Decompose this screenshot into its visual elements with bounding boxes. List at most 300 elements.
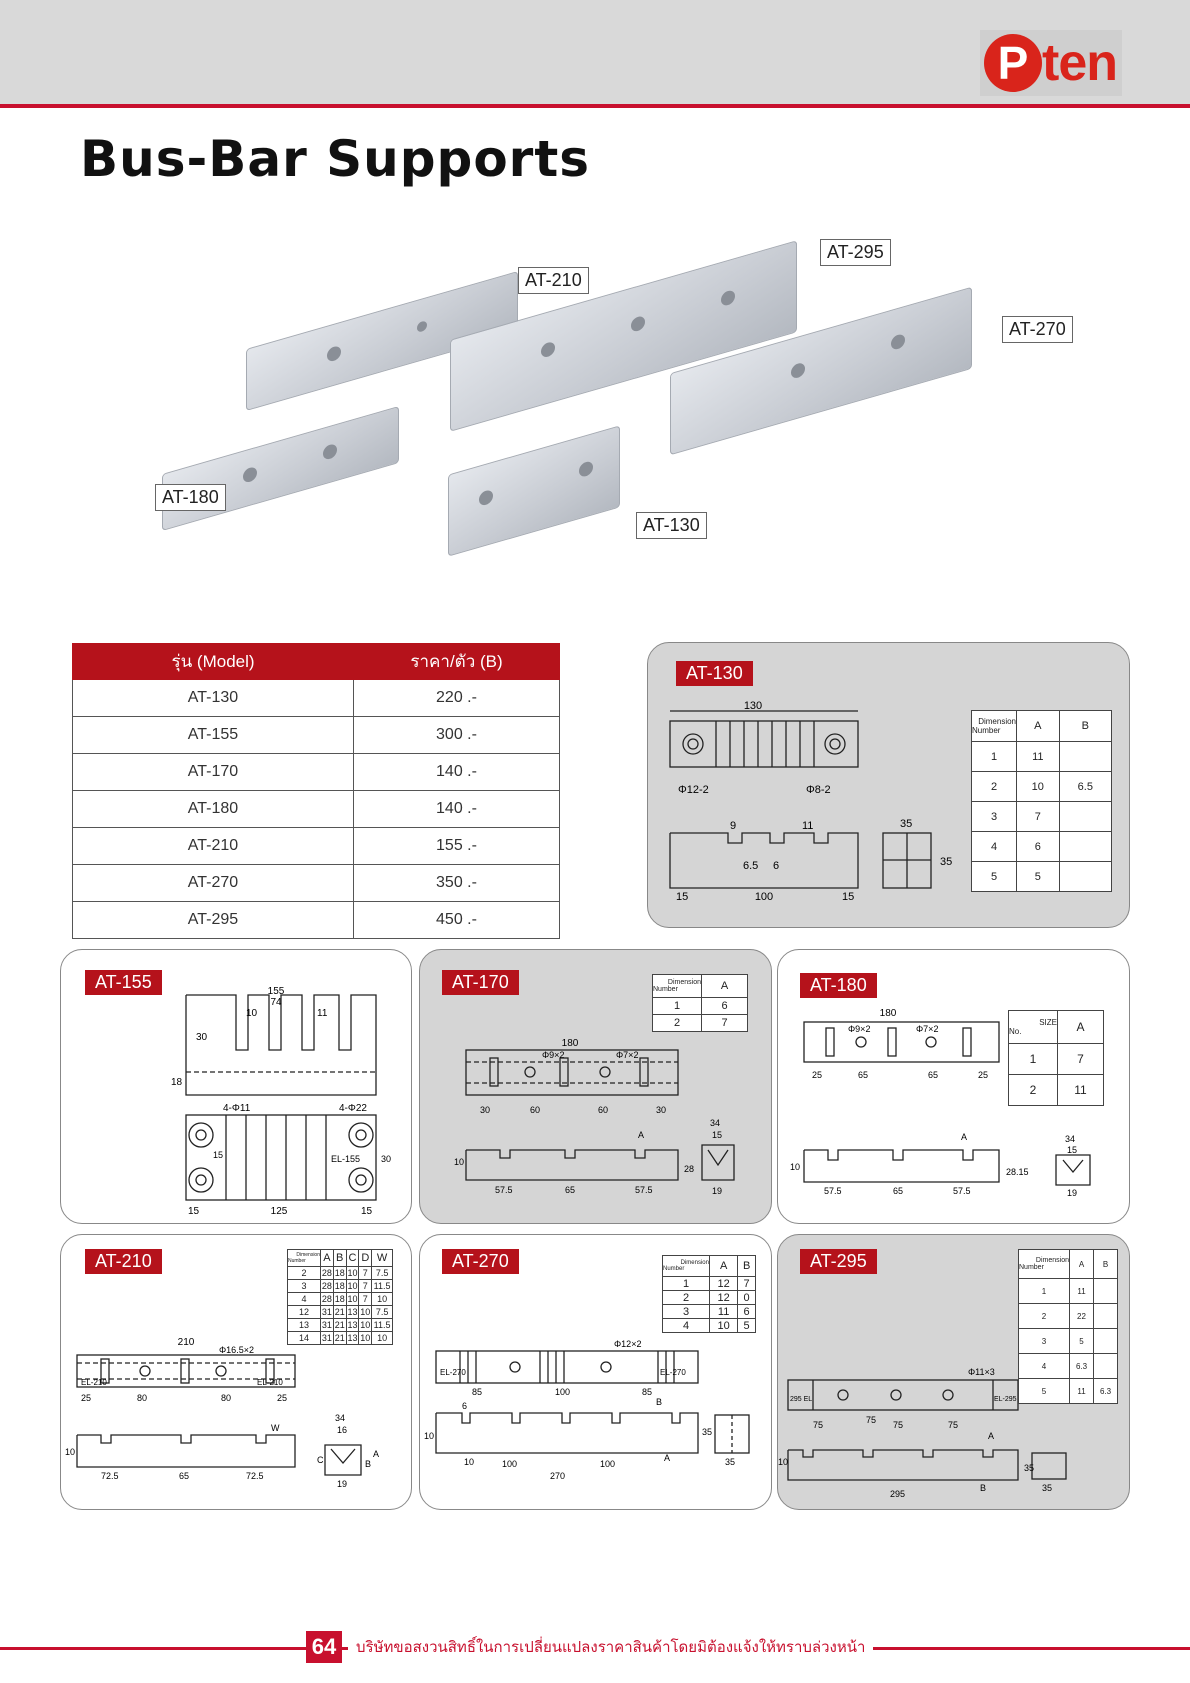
tag-at130: AT-130 (636, 512, 707, 539)
dim-end-l: 15 (676, 891, 689, 903)
dim-cell: 4 (972, 832, 1017, 862)
dim-table-head (653, 975, 748, 998)
panel-at130 (647, 642, 1130, 928)
price-cell: 140 .- (354, 791, 560, 828)
block-at180 (162, 406, 399, 531)
table-row (663, 1277, 756, 1291)
table-row (73, 865, 560, 902)
dim-base: 100 (754, 891, 774, 903)
dim-hole: Φ12×2 (614, 1339, 642, 1349)
part-mark-right: EL-295 (994, 1396, 1017, 1403)
dim-s4: 30 (656, 1105, 667, 1115)
dim-cell: 7 (702, 1015, 748, 1032)
table-row (972, 832, 1112, 862)
panel-at180 (777, 949, 1130, 1224)
table-row (1019, 1379, 1118, 1404)
dim-head-number: Number (653, 986, 678, 993)
dim-w1: 34 (710, 1118, 721, 1128)
part-mark: EL-155 (331, 1154, 361, 1164)
dim-h: 35 (702, 1427, 713, 1437)
dim-slot-b: 11 (802, 820, 814, 832)
dim-head-size: SIZE (1039, 1018, 1057, 1027)
dim-cell: 21 (334, 1333, 345, 1343)
dim-cell: 11 (1070, 1379, 1094, 1404)
dim-cell: 31 (321, 1333, 332, 1343)
table-row (288, 1267, 393, 1280)
dim-b: B (656, 1397, 663, 1407)
dim-cell: 14 (288, 1332, 321, 1345)
dim-b: B (980, 1483, 987, 1493)
dim-cell: 2 (1009, 1075, 1058, 1106)
dim-e2: 10 (424, 1431, 435, 1441)
dim-b1: 57.5 (824, 1186, 842, 1196)
dim-side-l: 15 (213, 1150, 224, 1160)
dim-head-d: D (359, 1250, 372, 1267)
dim-s3: 80 (221, 1393, 232, 1403)
dim-s3: 65 (928, 1070, 939, 1080)
header-rule (0, 104, 1190, 108)
dim-table-head (1009, 1011, 1104, 1044)
dim-cell: 3 (1019, 1329, 1070, 1354)
dim-cell: 2 (653, 1015, 702, 1032)
dim-cell: 1 (1009, 1044, 1058, 1075)
logo-mark: P (984, 34, 1042, 92)
table-row (972, 862, 1112, 892)
dim-length: 130 (743, 700, 763, 712)
dim-cell: 13 (347, 1307, 358, 1317)
table-row (972, 802, 1112, 832)
dim-h: 28.15 (1006, 1167, 1029, 1177)
product-photo (150, 230, 1080, 610)
dim-s4: 25 (277, 1393, 288, 1403)
dim-hole-a: Φ9×2 (542, 1050, 565, 1060)
dim-cell: 5 (972, 862, 1017, 892)
dim-cell (1094, 1354, 1118, 1379)
table-row (288, 1306, 393, 1319)
table-row (1019, 1329, 1118, 1354)
dim-h2: 18 (171, 1077, 183, 1088)
table-row (288, 1332, 393, 1345)
dim-head-dimension: Dimension (680, 1260, 709, 1266)
dim-hole: Φ16.5×2 (219, 1345, 254, 1355)
dim-cell: 31 (321, 1320, 332, 1330)
dim-head-dimension: Dimension (667, 979, 701, 986)
dim-h: 10 (778, 1457, 789, 1467)
dim-cell: 5 (1017, 862, 1060, 892)
panel-at270 (419, 1234, 772, 1510)
dim-cell: 1 (663, 1277, 710, 1291)
dim-head-number: Number (288, 1258, 306, 1264)
dim-cell: 22 (1070, 1304, 1094, 1329)
model-cell: AT-170 (73, 754, 354, 791)
panel-at170 (419, 949, 772, 1224)
panel-at210 (60, 1234, 412, 1510)
dim-cell: 28 (321, 1281, 332, 1291)
dim-cell: 7 (1058, 1044, 1104, 1075)
dim-cell: 2 (1019, 1304, 1070, 1329)
price-cell: 300 .- (354, 717, 560, 754)
dim-cell: 3 (972, 802, 1017, 832)
dim-cell: 6.5 (1059, 772, 1111, 802)
dim-w3: 19 (337, 1479, 348, 1489)
dim-s4: 25 (978, 1070, 989, 1080)
tag-at180: AT-180 (155, 484, 226, 511)
dim-cell: 28 (321, 1294, 332, 1304)
tag-at210: AT-210 (518, 267, 589, 294)
model-cell: AT-180 (73, 791, 354, 828)
dim-cell: 10 (360, 1320, 371, 1330)
table-row (73, 717, 560, 754)
dim-b2: 65 (179, 1471, 190, 1481)
dim-height: 35 (940, 856, 953, 868)
part-mark-left: 295 EL (790, 1396, 813, 1403)
dim-cell: 3 (288, 1280, 321, 1293)
tag-at295: AT-295 (820, 239, 891, 266)
dim-w: 35 (1024, 1463, 1035, 1473)
dim-cell: 3 (663, 1305, 710, 1319)
dim-s1: 75 (813, 1420, 824, 1430)
dim-hole-b: Φ8-2 (806, 784, 831, 796)
dimension-table-at130 (971, 710, 1112, 892)
dim-s2: 65 (858, 1070, 869, 1080)
dim-cell: 5 (1070, 1329, 1094, 1354)
dim-cell: 1 (972, 742, 1017, 772)
dim-hole-b: 4-Φ22 (339, 1103, 367, 1114)
dim-cell: 10 (347, 1294, 358, 1304)
dim-s1: 25 (81, 1393, 92, 1403)
dim-b3: 72.5 (246, 1471, 264, 1481)
table-row (73, 902, 560, 939)
dim-w2: 16 (337, 1425, 348, 1435)
dim-head-b: B (1094, 1250, 1118, 1279)
dim-cell: 2 (663, 1291, 710, 1305)
dim-cell: 4 (288, 1293, 321, 1306)
dim-cell: 21 (334, 1307, 345, 1317)
dim-h1: 30 (196, 1032, 208, 1043)
dim-b1: 57.5 (495, 1185, 513, 1195)
dim-w1: 34 (335, 1413, 346, 1423)
dim-cell: 7 (738, 1277, 756, 1291)
dim-head-number: Number (1019, 1264, 1044, 1271)
dim-cell: 6.3 (1094, 1379, 1118, 1404)
dim-end-r: 15 (361, 1206, 373, 1217)
dim-h2: 10 (790, 1162, 801, 1172)
table-row (73, 828, 560, 865)
dim-cell: 12 (710, 1277, 738, 1291)
dim-c: C (317, 1455, 324, 1465)
dim-cell (1059, 862, 1111, 892)
dim-hole-b: Φ7×2 (916, 1024, 939, 1034)
dimension-table-at180 (1008, 1010, 1104, 1106)
dim-table-head (1019, 1250, 1118, 1279)
dim-cell: 11.5 (373, 1281, 391, 1291)
dimension-table-at210 (287, 1249, 393, 1345)
price-disclaimer: บริษัทขอสงวนสิทธิ์ในการเปลี่ยนแปลงราคาสินค้าโดยมิต้องแจ้งให้ทราบล่วงหน้า (348, 1635, 873, 1659)
dim-head-b: B (1059, 711, 1111, 742)
panel-label: AT-295 (800, 1249, 877, 1274)
table-row (288, 1319, 393, 1332)
dim-head-a: A (710, 1256, 738, 1277)
dim-cell: 28 (321, 1268, 332, 1278)
dim-cell: 18 (334, 1281, 345, 1291)
dim-head-a: A (1070, 1250, 1094, 1279)
dim-table-head (972, 711, 1112, 742)
dim-cell: 7.5 (372, 1267, 393, 1280)
dim-gap: 6 (773, 860, 780, 872)
dimension-table-at170 (652, 974, 748, 1032)
dim-cell: 1 (653, 998, 702, 1015)
dim-hole-a: Φ9×2 (848, 1024, 871, 1034)
dim-cell (1094, 1329, 1118, 1354)
dim-length: 155 (267, 986, 285, 997)
dim-cell: 7 (1017, 802, 1060, 832)
dim-cell: 12 (710, 1291, 738, 1305)
dimension-table-at295 (1018, 1249, 1118, 1404)
dim-s2: 75 (866, 1415, 877, 1425)
dim-w3: 19 (712, 1186, 723, 1196)
dim-total: 295 (890, 1489, 906, 1499)
dim-cell: 2 (288, 1267, 321, 1280)
dim-head-w: W (372, 1250, 393, 1267)
dim-s1: 85 (472, 1387, 483, 1397)
tag-at270: AT-270 (1002, 316, 1073, 343)
table-row (288, 1280, 393, 1293)
dim-b2: 65 (893, 1186, 904, 1196)
dim-cell: 7.5 (372, 1306, 393, 1319)
dim-cell: 12 (288, 1306, 321, 1319)
table-row (663, 1319, 756, 1333)
dim-s2: 80 (137, 1393, 148, 1403)
dim-base: 125 (270, 1206, 288, 1217)
dim-cell: 0 (738, 1291, 756, 1305)
dim-cell: 10 (347, 1281, 358, 1291)
part-mark-left: EL-210 (81, 1378, 107, 1387)
header-price: ราคา/ตัว (B) (354, 644, 560, 680)
dim-cell: 6.3 (1070, 1354, 1094, 1379)
table-row (1019, 1354, 1118, 1379)
dim-cell: 5 (1019, 1379, 1070, 1404)
dim-cell: 6 (738, 1305, 756, 1319)
table-row (653, 998, 748, 1015)
price-table-header (73, 644, 560, 680)
dim-cell: 18 (334, 1294, 345, 1304)
dim-a: A (373, 1449, 380, 1459)
part-mark-right: EL-210 (257, 1378, 283, 1387)
dim-hole: Φ11×3 (968, 1367, 995, 1377)
dim-w2: 15 (1067, 1145, 1078, 1155)
dim-s4: 75 (948, 1420, 959, 1430)
table-row (663, 1291, 756, 1305)
dim-cell: 1 (1019, 1279, 1070, 1304)
price-cell: 155 .- (354, 828, 560, 865)
dim-head-b: B (333, 1250, 346, 1267)
dim-cell (1094, 1304, 1118, 1329)
dim-table-head (663, 1256, 756, 1277)
part-mark-right: EL-270 (660, 1368, 686, 1377)
drawing-at155 (61, 950, 411, 1223)
dim-cell: 10 (360, 1307, 371, 1317)
panel-label: AT-180 (800, 973, 877, 998)
dim-head-a: A (321, 1250, 334, 1267)
dim-s1: 25 (812, 1070, 823, 1080)
dim-hole-a: Φ12-2 (678, 784, 709, 796)
dim-cell: 7 (359, 1280, 372, 1293)
dim-head-dimension: Dimension (296, 1252, 320, 1258)
price-cell: 140 .- (354, 754, 560, 791)
part-mark-left: EL-270 (440, 1368, 466, 1377)
panel-label: AT-270 (442, 1249, 519, 1274)
dim-length: 210 (177, 1337, 195, 1348)
dim-length: 180 (879, 1008, 897, 1019)
page-title: Bus-Bar Supports (80, 130, 590, 188)
panel-label: AT-155 (85, 970, 162, 995)
dim-head-a: A (702, 975, 748, 998)
dim-cell: 10 (372, 1293, 393, 1306)
dim-cell: 6 (702, 998, 748, 1015)
dim-cell: 6 (1017, 832, 1060, 862)
dim-w1: 34 (1065, 1134, 1076, 1144)
dimension-table-at270 (662, 1255, 756, 1333)
dim-cell: 10 (710, 1319, 738, 1333)
panel-at295 (777, 1234, 1130, 1510)
dim-s3: 75 (893, 1420, 904, 1430)
table-row (73, 754, 560, 791)
table-row (288, 1293, 393, 1306)
pten-logo (980, 30, 1122, 96)
dim-b3: 57.5 (635, 1185, 653, 1195)
price-cell: 350 .- (354, 865, 560, 902)
table-row (73, 791, 560, 828)
model-cell: AT-210 (73, 828, 354, 865)
price-cell: 450 .- (354, 902, 560, 939)
dim-cell: 18 (334, 1268, 345, 1278)
dim-hole-a: 4-Φ11 (223, 1103, 251, 1114)
dim-slot2: 11 (317, 1008, 328, 1019)
dim-total: 270 (550, 1471, 566, 1481)
dim-cell: 5 (738, 1319, 756, 1333)
dim-width: 35 (900, 818, 913, 830)
dim-cell: 11 (1070, 1279, 1094, 1304)
dim-a: A (961, 1132, 968, 1142)
logo-word: ten (1042, 34, 1117, 92)
panel-at155 (60, 949, 412, 1224)
table-row (663, 1305, 756, 1319)
table-row (1009, 1044, 1104, 1075)
dim-cell (1059, 742, 1111, 772)
dim-cell: 10 (1017, 772, 1060, 802)
dim-cell: 7 (359, 1293, 372, 1306)
table-row (972, 772, 1112, 802)
dim-head-a: A (1017, 711, 1060, 742)
dim-end-r: 15 (842, 891, 855, 903)
dim-head-number: Number (663, 1266, 685, 1272)
dim-b3: 57.5 (953, 1186, 971, 1196)
dim-b1: 72.5 (101, 1471, 119, 1481)
dim-cell: 4 (1019, 1354, 1070, 1379)
dim-s3: 85 (642, 1387, 653, 1397)
dim-cell (1094, 1279, 1118, 1304)
dim-cell: 7 (359, 1267, 372, 1280)
dim-s2: 60 (530, 1105, 541, 1115)
price-table (72, 643, 560, 939)
table-row (73, 680, 560, 717)
dim-s1: 30 (480, 1105, 491, 1115)
dim-s3: 60 (598, 1105, 609, 1115)
dim-w2: 15 (712, 1130, 723, 1140)
dim-head-no: No. (1009, 1027, 1022, 1036)
dim-b2: 65 (565, 1185, 576, 1195)
dim-cell: 13 (347, 1333, 358, 1343)
dim-cell: 11 (1017, 742, 1060, 772)
dim-head-dimension: Dimension (1035, 1257, 1069, 1264)
dim-head-c: C (346, 1250, 359, 1267)
dim-b2: 100 (600, 1459, 616, 1469)
header-model: รุ่น (Model) (73, 644, 354, 680)
dim-hole-b: Φ7×2 (616, 1050, 639, 1060)
panel-label: AT-170 (442, 970, 519, 995)
dim-a: A (988, 1431, 995, 1441)
dim-head-dimension: Dimension (978, 717, 1016, 726)
dim-h: 10 (65, 1447, 76, 1457)
dim-a: A (638, 1130, 645, 1140)
dim-head-b: B (738, 1256, 756, 1277)
dim-end-l: 15 (188, 1206, 200, 1217)
dim-length: 180 (561, 1038, 579, 1049)
dim-cell: 2 (972, 772, 1017, 802)
model-cell: AT-155 (73, 717, 354, 754)
panel-label: AT-210 (85, 1249, 162, 1274)
dim-cell (1059, 802, 1111, 832)
dim-b1: 100 (502, 1459, 518, 1469)
table-row (1009, 1075, 1104, 1106)
dim-cell: 11 (710, 1305, 738, 1319)
dim-b: B (365, 1459, 372, 1469)
dim-a: A (664, 1453, 671, 1463)
page-number: 64 (306, 1631, 342, 1663)
model-cell: AT-270 (73, 865, 354, 902)
table-row (653, 1015, 748, 1032)
model-cell: AT-295 (73, 902, 354, 939)
dim-h2: 10 (454, 1157, 465, 1167)
dim-h: 28 (684, 1164, 695, 1174)
dim-w2: 35 (1042, 1483, 1053, 1493)
table-row (1019, 1304, 1118, 1329)
panel-label: AT-130 (676, 661, 753, 686)
dim-e1: 6 (462, 1401, 468, 1411)
dim-depth: 6.5 (743, 860, 759, 872)
dim-cell: 11.5 (373, 1320, 391, 1330)
dim-cell: 13 (288, 1319, 321, 1332)
block-at130 (448, 425, 620, 556)
dim-cell: 21 (334, 1320, 345, 1330)
dim-cell (1059, 832, 1111, 862)
dim-s2: 100 (555, 1387, 571, 1397)
dim-head-number: Number (972, 726, 1001, 735)
dim-w3: 19 (1067, 1188, 1078, 1198)
dim-cell: 10 (347, 1268, 358, 1278)
dim-side-r: 30 (381, 1154, 392, 1164)
dim-w: 35 (725, 1457, 736, 1467)
dim-slot1: 10 (246, 1008, 258, 1019)
model-cell: AT-130 (73, 680, 354, 717)
price-cell: 220 .- (354, 680, 560, 717)
dim-slot-a: 9 (730, 820, 737, 832)
dim-e3: 10 (464, 1457, 475, 1467)
dim-cell: 13 (347, 1320, 358, 1330)
dim-cell: 11 (1058, 1075, 1104, 1106)
table-row (1019, 1279, 1118, 1304)
dim-cell: 10 (360, 1333, 371, 1343)
